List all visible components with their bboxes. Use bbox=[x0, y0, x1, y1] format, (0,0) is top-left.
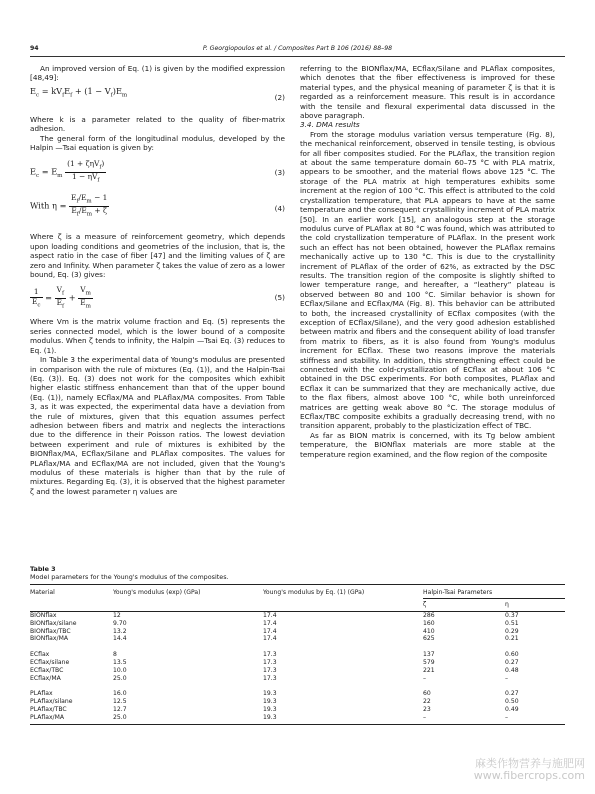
cell-eta: – bbox=[505, 714, 565, 724]
cell-exp: 8 bbox=[113, 651, 117, 659]
paragraph: Where Vm is the matrix volume fraction and Eq. (5) represents the series connected model, which is the lower bound of a composite modulus. When ζ tends to infinity, the Halpin —Tsai Eq. (3) reduces to Eq. (1). bbox=[30, 317, 285, 355]
equation-number: (4) bbox=[274, 204, 285, 214]
running-header bbox=[30, 45, 565, 55]
cell-exp: 12 bbox=[113, 612, 121, 619]
cell-exp: 25.0 bbox=[113, 714, 263, 724]
table-row bbox=[30, 690, 565, 698]
cell-zeta: 160 bbox=[423, 619, 435, 627]
col-header-material: Material bbox=[30, 585, 113, 599]
cell-zeta: 625 bbox=[423, 635, 435, 643]
cell-eq1: 17.4 bbox=[263, 627, 277, 635]
table-group-spacer bbox=[30, 682, 565, 690]
cell-exp: 12.7 bbox=[113, 705, 127, 713]
cell-exp: 25.0 bbox=[113, 674, 127, 682]
table-row bbox=[30, 706, 565, 714]
left-column bbox=[30, 64, 285, 496]
col-header-halpin-tsai: Halpin-Tsai Parameters bbox=[423, 585, 565, 599]
paragraph: Where k is a parameter related to the quality of fiber-matrix adhesion. bbox=[30, 114, 285, 134]
cell-material: PLAflax/silane bbox=[30, 698, 73, 706]
cell-eta: 0.49 bbox=[505, 705, 519, 713]
col-header-eq1: Young's modulus by Eq. (1) (GPa) bbox=[263, 585, 423, 599]
cell-eq1: 17.3 bbox=[263, 674, 277, 682]
cell-material: ECflax bbox=[30, 651, 50, 659]
cell-zeta: – bbox=[423, 674, 427, 682]
paragraph: An improved version of Eq. (1) is given by the modified expression [48,49]: bbox=[30, 64, 285, 83]
table-row bbox=[30, 651, 565, 659]
header-rule bbox=[30, 56, 565, 57]
cell-eta: 0.37 bbox=[505, 612, 519, 619]
equation-5: $\frac{1}{E_c}$ = $\frac{V_f}{E_f}$ + $\frac{V_m}{E_m}$ (5) bbox=[32, 285, 285, 310]
cell-exp: 14.4 bbox=[113, 635, 127, 643]
cell-zeta: 286 bbox=[423, 612, 435, 619]
equation-2: $E_c = kV_fE_f + (1 - V_f)E_m$ (2) bbox=[30, 85, 285, 102]
equation-4: With η = $\frac{E_f/E_m - 1}{E_f/E_m + \zeta}$ (4) bbox=[30, 193, 285, 218]
equation-3: $E_c = E_m$ $\frac{(1 + \zeta\eta V_f)}{1 - \eta V_f}$ (3) bbox=[30, 159, 285, 184]
section-heading: 3.4. DMA results bbox=[300, 120, 360, 130]
cell-eq1: 17.3 bbox=[263, 658, 277, 666]
table-caption: Model parameters for the Young's modulus of the composites. bbox=[30, 573, 229, 581]
watermark bbox=[474, 758, 585, 782]
table-row bbox=[30, 635, 565, 643]
table-body bbox=[30, 612, 565, 725]
cell-exp: 10.0 bbox=[113, 666, 127, 674]
cell-material: PLAflax bbox=[30, 690, 53, 698]
cell-eq1: 19.3 bbox=[263, 698, 277, 706]
equation-number: (3) bbox=[274, 168, 285, 178]
paragraph: From the storage modulus variation versus temperature (Fig. 8), the mechanical reinforcement, observed in tensile testing, is obvious for all fiber composites studied. For the PLAflax, the transition region at about the same temperature domain 60–75 °C with PLA matrix, appears to be smoother, and the material flows above 125 °C. The storage of the PLA matrix at high temperatures exhibits some increment at the region of 100 °C. This effect is attributed to the cold crystallization temperature, that PLA appears to have at the same temperature and the consequent crystallinity increment of PLA matrix [50]. In an earlier work [15], an analogous step at the storage modulus curve of PLAflax at 80 °C was found, which was attributed to the cold crystallization temperature of PLAflax. In the present work such an effect has not been obtained, however the PLAflax remains mechanically active up to 130 °C. This is due to the crystallinity increment of PLAflax of the order of 62%, as extracted by the DSC results. The transition region of the composite is slightly shifted to lower temperature range, and hereafter, a “leathery” plateau is observed between 80 and 100 °C. Similar behavior is shown for ECflax/Silane and ECflax/MA (Fig. 8). This behavior can be attributed to both, the increased crystallinity of ECflax composites (with the exception of ECflax/Silane), and the very good adhesion established between matrix and fibers and the consequent ability of load transfer from matrix to fibers, as it is also found from Young's modulus increment for ECflax. These two reasons improve the materials stiffness and stability. In addition, this strengthening effect could be connected with the cold-crystallization of ECflax at about 106 °C obtained in the DSC experiments. For both composites, PLAflax and ECflax it can be summarized that they are mechanically active, due to the flax fibers, almost above 100 °C, while both unreinforced matrices are getting weak above 80 °C. The storage modulus of ECflax/TBC composite exhibits a gradually decreasing trend, with no transition apparent, probably to the plasticization effect of TBC. bbox=[300, 129, 555, 431]
cell-exp: 9.70 bbox=[113, 619, 127, 627]
table-row bbox=[30, 659, 565, 667]
table-3 bbox=[30, 565, 565, 725]
table-row bbox=[30, 667, 565, 675]
cell-material: PLAflax/MA bbox=[30, 714, 113, 724]
paragraph: referring to the BIONflax/MA, ECflax/Silane and PLAflax composites, which denotes that the fiber effectiveness is improved for these material types, and the physical meaning of parameter ζ is that it is regarded as a reinforcement measure. This result is in accordance with the tensile and flexural experimental data discussed in the above paragraph. bbox=[300, 64, 555, 121]
paragraph: The general form of the longitudinal modulus, developed by the Halpin —Tsai equation is given by: bbox=[30, 133, 285, 153]
cell-exp: 13.2 bbox=[113, 627, 127, 635]
table-row bbox=[30, 628, 565, 636]
cell-zeta: 60 bbox=[423, 690, 431, 698]
cell-material: ECflax/TBC bbox=[30, 666, 64, 674]
cell-eq1: 17.4 bbox=[263, 619, 277, 627]
cell-exp: 12.5 bbox=[113, 698, 127, 706]
cell-exp: 13.5 bbox=[113, 658, 127, 666]
table-row bbox=[30, 620, 565, 628]
journal-citation: P. Georgiopoulos et al. / Composites Part B 106 (2016) 88–98 bbox=[202, 45, 393, 52]
cell-eq1: 19.3 bbox=[263, 714, 423, 724]
cell-zeta: – bbox=[423, 714, 505, 724]
table-row bbox=[30, 612, 565, 620]
cell-eta: 0.48 bbox=[505, 666, 519, 674]
table-row bbox=[30, 714, 565, 724]
table-group-spacer bbox=[30, 643, 565, 651]
cell-eq1: 19.3 bbox=[263, 705, 277, 713]
cell-eq1: 17.3 bbox=[263, 651, 277, 659]
model-parameters-table bbox=[30, 584, 565, 725]
paragraph: Where ζ is a measure of reinforcement geometry, which depends upon loading conditions and geometries of the inclusion, that is, the aspect ratio in the case of fiber [47] and the limiting values of ζ are zero and Infinity. When parameter ζ takes the value of zero as a lower bound, Eq. (3) gives: bbox=[30, 232, 285, 280]
cell-eta: 0.21 bbox=[505, 635, 519, 643]
cell-eta: 0.27 bbox=[505, 690, 519, 698]
cell-zeta: 579 bbox=[423, 658, 435, 666]
page-number: 94 bbox=[30, 45, 39, 52]
cell-eta: 0.29 bbox=[505, 627, 519, 635]
cell-eta: 0.50 bbox=[505, 698, 519, 706]
col-header-exp: Young's modulus (exp) (GPa) bbox=[113, 585, 263, 599]
equation-number: (2) bbox=[274, 92, 285, 102]
cell-zeta: 410 bbox=[423, 627, 435, 635]
cell-zeta: 22 bbox=[423, 698, 431, 706]
paragraph: As far as BION matrix is concerned, with its Tg below ambient temperature, the BIONflax materials are more stable at the temperature region examined, and the flow region of the composite bbox=[300, 430, 555, 459]
cell-eq1: 17.3 bbox=[263, 666, 277, 674]
watermark-url: www.fibercrops.com bbox=[473, 769, 585, 782]
cell-material: ECflax/MA bbox=[30, 674, 61, 682]
table-label: Table 3 bbox=[30, 565, 56, 573]
table-row bbox=[30, 698, 565, 706]
col-header-eta: η bbox=[505, 599, 565, 612]
cell-material: BIONflax/TBC bbox=[30, 627, 71, 635]
cell-material: BIONflax/MA bbox=[30, 635, 68, 643]
paragraph: In Table 3 the experimental data of Young's modulus are presented in comparison with the rule of mixtures (Eq. (1)), and the Halpin-Tsai (Eq. (3)). Eq. (3) does not work for the composites which exhibit higher elastic stiffness enhancement than that of the upper bound (Eq. (1)), namely ECflax/MA and PLAflax/MA composites. From Table 3, as it was expected, the experimental data have a deviation from the rule of mixtures, given that this equation assumes perfect adhesion between fibers and matrix and neglects the interactions due to the difference in their Poisson ratios. The lowest deviation between experiment and rule of mixtures is exhibited by the BIONflax/MA, ECflax/Silane and PLAflax composites. The values for PLAflax/MA and ECflax/MA are not included, given that the Young's modulus of these materials is higher than that by the rule of mixtures. Regarding Eq. (3), it is observed that the highest parameter ζ and the lowest parameter η values are bbox=[30, 355, 285, 496]
cell-eq1: 17.4 bbox=[263, 612, 277, 619]
cell-material: ECflax/silane bbox=[30, 658, 70, 666]
cell-eta: 0.60 bbox=[505, 651, 519, 659]
watermark-cn: 麻类作物营养与施肥网 bbox=[475, 757, 585, 770]
table-row bbox=[30, 675, 565, 683]
cell-zeta: 221 bbox=[423, 666, 435, 674]
cell-material: BIONflax bbox=[30, 612, 57, 619]
cell-zeta: 137 bbox=[423, 651, 435, 659]
cell-material: BIONflax/silane bbox=[30, 619, 77, 627]
cell-zeta: 23 bbox=[423, 705, 431, 713]
cell-exp: 16.0 bbox=[113, 690, 127, 698]
cell-eta: 0.27 bbox=[505, 658, 519, 666]
cell-eq1: 19.3 bbox=[263, 690, 277, 698]
cell-eta: 0.51 bbox=[505, 619, 519, 627]
col-header-zeta: ζ bbox=[423, 599, 505, 612]
equation-number: (5) bbox=[274, 293, 285, 303]
cell-material: PLAflax/TBC bbox=[30, 705, 67, 713]
cell-eq1: 17.4 bbox=[263, 635, 277, 643]
cell-eta: – bbox=[505, 674, 509, 682]
right-column bbox=[300, 64, 555, 459]
